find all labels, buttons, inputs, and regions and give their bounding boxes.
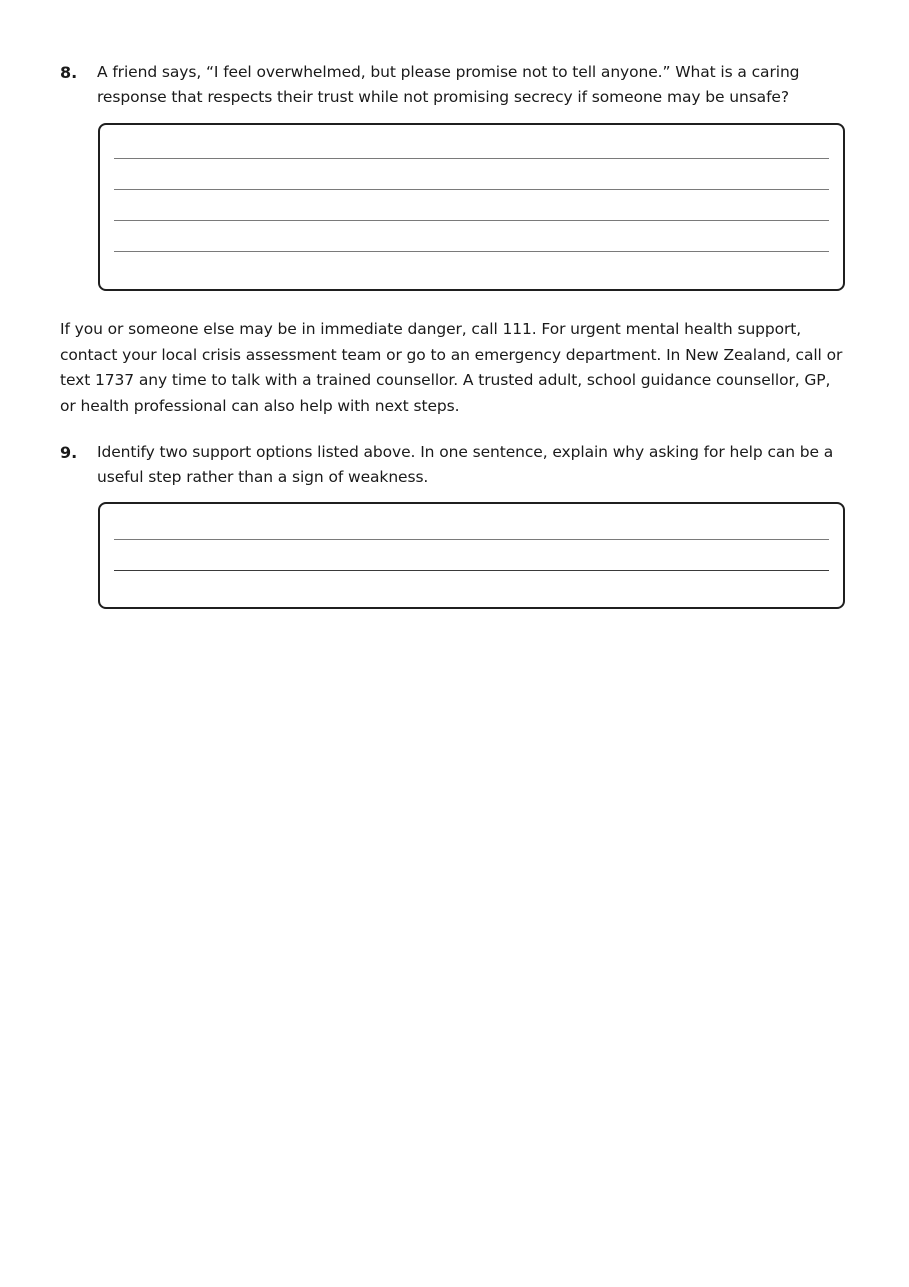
question-9: [60, 440, 850, 490]
question-8: [60, 60, 850, 110]
writing-line: [114, 220, 829, 221]
question-text: A friend says, “I feel overwhelmed, but please promise not to tell anyone.” What is a caring response that respects their trust while not promising secrecy if someone may be unsafe?: [97, 63, 800, 106]
support-info-paragraph: If you or someone else may be in immediate danger, call 111. For urgent mental health support, contact your local crisis assessment team or go to an emergency department. In New Zealand, call or text 1737 any time to talk with a trained counsellor. A trusted adult, school guidance counsellor, GP, or health professional can also help with next steps.: [60, 320, 843, 415]
writing-line: [114, 570, 829, 571]
question-number: 9.: [60, 443, 78, 462]
question-number: 8.: [60, 63, 78, 82]
writing-line: [114, 539, 829, 540]
writing-line: [114, 158, 829, 159]
writing-line: [114, 189, 829, 190]
question-text: Identify two support options listed above. In one sentence, explain why asking for help can be a useful step rather than a sign of weakness.: [97, 443, 834, 486]
answer-box-q9[interactable]: [98, 502, 845, 609]
answer-box-q8[interactable]: [98, 123, 845, 291]
writing-line: [114, 251, 829, 252]
